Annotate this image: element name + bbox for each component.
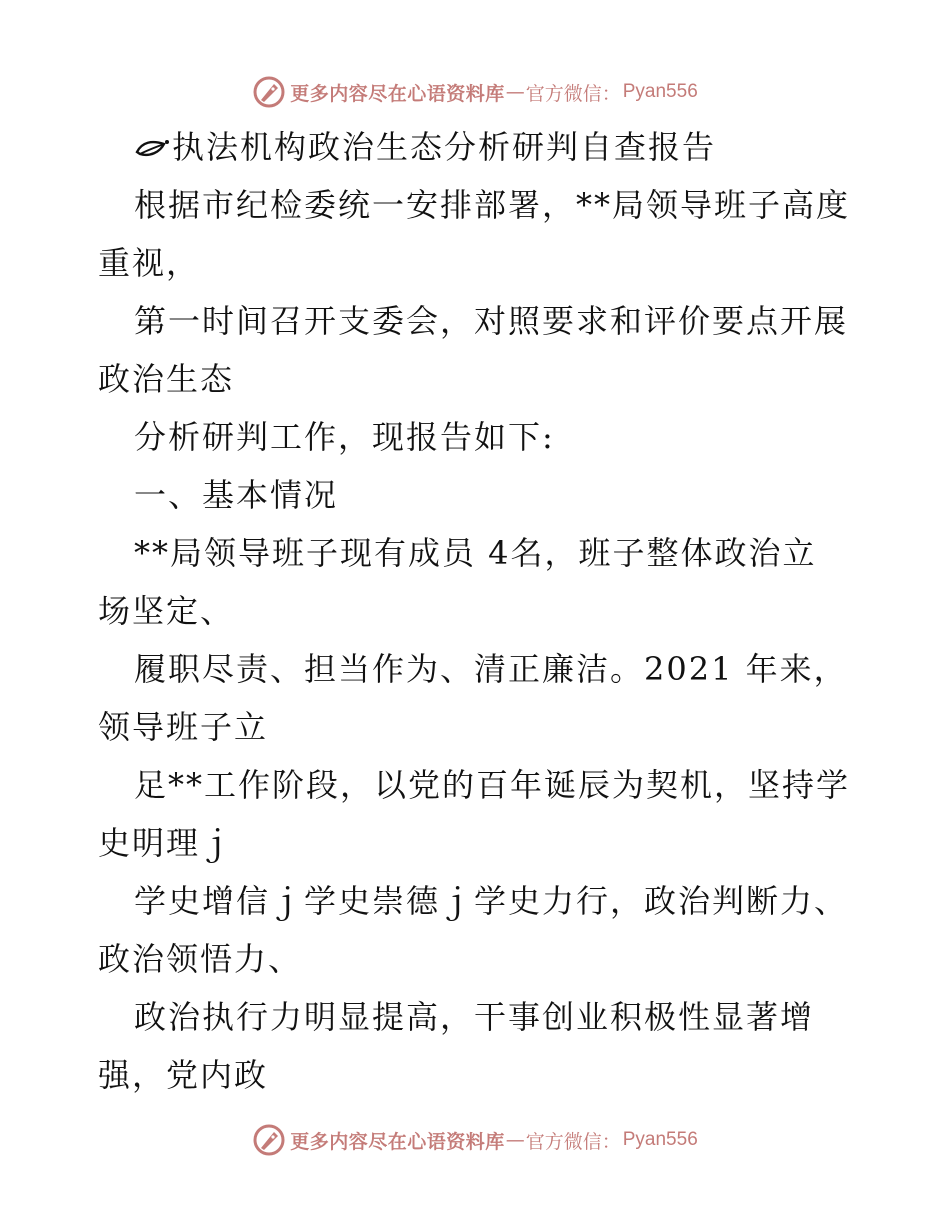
body-line-11: 足**工作阶段，以党的百年诞辰为契机，坚持学 — [134, 766, 851, 804]
document-body — [98, 118, 858, 1104]
body-line-14: 政治领悟力、 — [98, 940, 303, 978]
footer-wechat-handle: Pyan556 — [622, 1129, 698, 1150]
body-line-16: 强，党内政 — [98, 1056, 269, 1094]
leaf-flourish-icon — [134, 132, 170, 162]
body-line-12: 史明理ｊ — [98, 824, 235, 862]
body-line-4: 政治生态 — [98, 360, 235, 398]
banner-brand-text: 更多内容尽在心语资料库 — [290, 82, 505, 105]
body-line-7: **局领导班子现有成员 4名，班子整体政治立 — [134, 534, 817, 572]
footer-brand-text: 更多内容尽在心语资料库 — [290, 1130, 505, 1153]
body-line-1: 根据市纪检委统一安排部署，**局领导班子高度 — [134, 186, 851, 224]
pen-nib-circle-icon — [252, 75, 286, 109]
footer-banner — [0, 1118, 950, 1162]
body-line-10: 领导班子立 — [98, 708, 269, 746]
body-line-8: 场坚定、 — [98, 592, 235, 630]
body-line-2: 重视， — [98, 244, 201, 282]
body-line-13: 学史增信ｊ学史崇德ｊ学史力行，政治判断力、 — [134, 882, 849, 920]
banner-wechat-handle: Pyan556 — [622, 81, 698, 102]
body-line-5: 分析研判工作，现报告如下: — [134, 418, 555, 456]
footer-official-label: 官方微信： — [525, 1130, 621, 1153]
pen-nib-circle-icon — [252, 1123, 286, 1157]
body-line-9: 履职尽责、担当作为、清正廉洁。2021 年来， — [134, 650, 848, 688]
banner-separator: — — [505, 81, 525, 103]
body-line-3: 第一时间召开支委会，对照要求和评价要点开展 — [134, 302, 849, 340]
body-line-15: 政治执行力明显提高，干事创业积极性显著增 — [134, 998, 815, 1036]
header-banner — [0, 70, 950, 114]
document-title — [98, 118, 858, 176]
document-title-text: 执法机构政治生态分析研判自查报告 — [172, 128, 717, 166]
footer-separator: — — [505, 1129, 525, 1151]
section-heading: 一、基本情况 — [134, 476, 339, 514]
banner-official-label: 官方微信： — [525, 82, 621, 105]
